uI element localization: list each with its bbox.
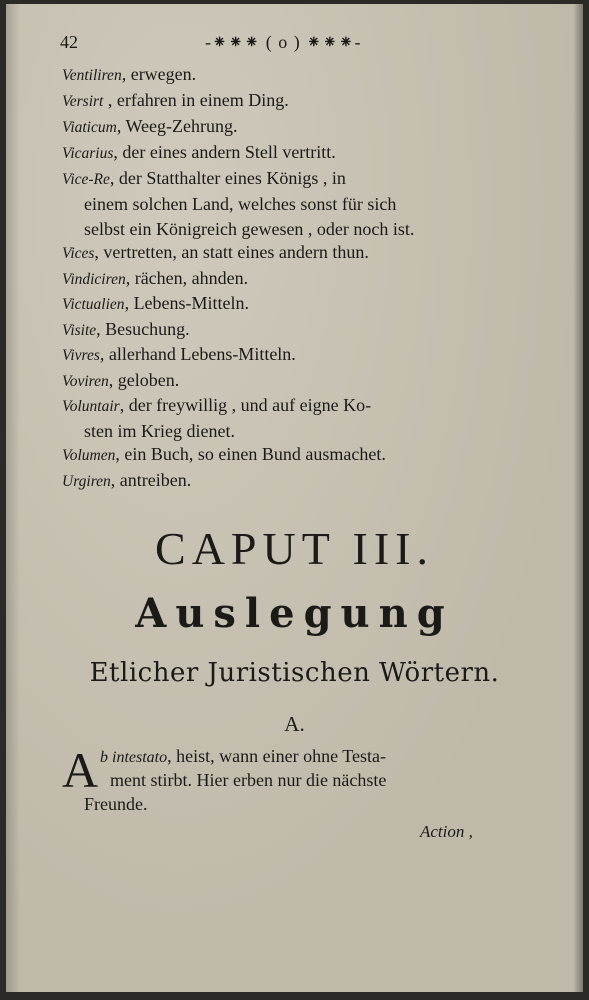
entry-definition: , Lebens-Mitteln. bbox=[124, 293, 250, 313]
entry-definition: , der Statthalter eines Königs , in bbox=[109, 168, 346, 188]
entry-definition: , geloben. bbox=[108, 370, 180, 390]
entry-definition: , rächen, ahnden. bbox=[125, 268, 249, 288]
entry-continuation: selbst ein Königreich gewesen , oder noch ist. bbox=[84, 219, 415, 239]
entry-definition: , ein Buch, so einen Bund ausmachet. bbox=[115, 444, 386, 464]
entry-definition: , Besuchung. bbox=[96, 319, 190, 339]
entry-first-line bbox=[100, 744, 386, 770]
entry-definition: , erfahren in einem Ding. bbox=[103, 90, 289, 110]
glossary-entry bbox=[62, 291, 532, 317]
page-gutter-shadow bbox=[573, 4, 583, 992]
entry-definition: , Weeg-Zehrung. bbox=[116, 116, 238, 136]
entry-term: Voluntair bbox=[62, 398, 120, 415]
entry-definition: , allerhand Lebens-Mitteln. bbox=[99, 344, 296, 364]
entry-term: Visite bbox=[62, 322, 97, 339]
glossary-entry bbox=[62, 266, 532, 292]
entry-continuation: einem solchen Land, welches sonst für sich bbox=[84, 194, 397, 214]
entry-term: Vindiciren bbox=[62, 271, 126, 288]
glossary-entry bbox=[62, 140, 532, 166]
glossary-entry bbox=[62, 240, 532, 266]
glossary-entry bbox=[62, 88, 532, 114]
entry-term: Vices bbox=[62, 245, 95, 262]
glossary-entry bbox=[62, 342, 532, 368]
entry-term: Volumen bbox=[62, 447, 116, 464]
glossary-entry bbox=[62, 166, 532, 242]
chapter-subtitle: Etlicher Juristischen Wörtern. bbox=[89, 658, 500, 688]
entry-term: b intestato bbox=[100, 749, 168, 766]
entry-definition: , antreiben. bbox=[110, 470, 192, 490]
entry-definition: , der eines andern Stell vertritt. bbox=[113, 142, 336, 162]
glossary-entry bbox=[62, 393, 532, 444]
header-ornament: -⁕⁕⁕ ( o ) ⁕⁕⁕- bbox=[205, 32, 362, 52]
entry-term: Vicarius bbox=[62, 145, 114, 162]
glossary-entry bbox=[62, 317, 532, 343]
entry-term: Vice-Re bbox=[62, 171, 110, 188]
entry-term: Victualien bbox=[62, 296, 125, 313]
chapter-title: Auslegung bbox=[135, 590, 454, 637]
entry-term: Urgiren bbox=[62, 473, 111, 490]
chapter-heading: CAPUT III. bbox=[155, 523, 434, 574]
entry-definition: , erwegen. bbox=[121, 64, 197, 84]
entry-term: Vivres bbox=[62, 347, 100, 364]
entry-definition: , der freywillig , und auf eigne Ko- bbox=[119, 395, 372, 415]
entry-term: Viaticum bbox=[62, 119, 117, 136]
entry-continuation: Freunde. bbox=[84, 794, 148, 814]
book-page bbox=[6, 4, 583, 992]
glossary-entry bbox=[62, 62, 532, 88]
catchword: Action , bbox=[420, 822, 473, 841]
glossary-entry bbox=[62, 442, 532, 468]
glossary-entry bbox=[62, 114, 532, 140]
entry-term: Ventiliren bbox=[62, 67, 122, 84]
entry-definition: , heist, wann einer ohne Testa- bbox=[167, 746, 386, 766]
running-header bbox=[60, 32, 530, 58]
entry-continuation: sten im Krieg dienet. bbox=[84, 421, 235, 441]
glossary-entry bbox=[62, 468, 532, 494]
glossary-entry bbox=[62, 368, 532, 394]
drop-cap: A bbox=[62, 742, 99, 798]
page-number: 42 bbox=[60, 32, 78, 52]
letter-heading: A. bbox=[284, 712, 305, 736]
entry-definition: , vertretten, an statt eines andern thun. bbox=[94, 242, 369, 262]
entry-continuation: ment stirbt. Hier erben nur die nächste bbox=[110, 770, 387, 790]
entry-term: Voviren bbox=[62, 373, 109, 390]
entry-term: Versirt bbox=[62, 93, 104, 110]
